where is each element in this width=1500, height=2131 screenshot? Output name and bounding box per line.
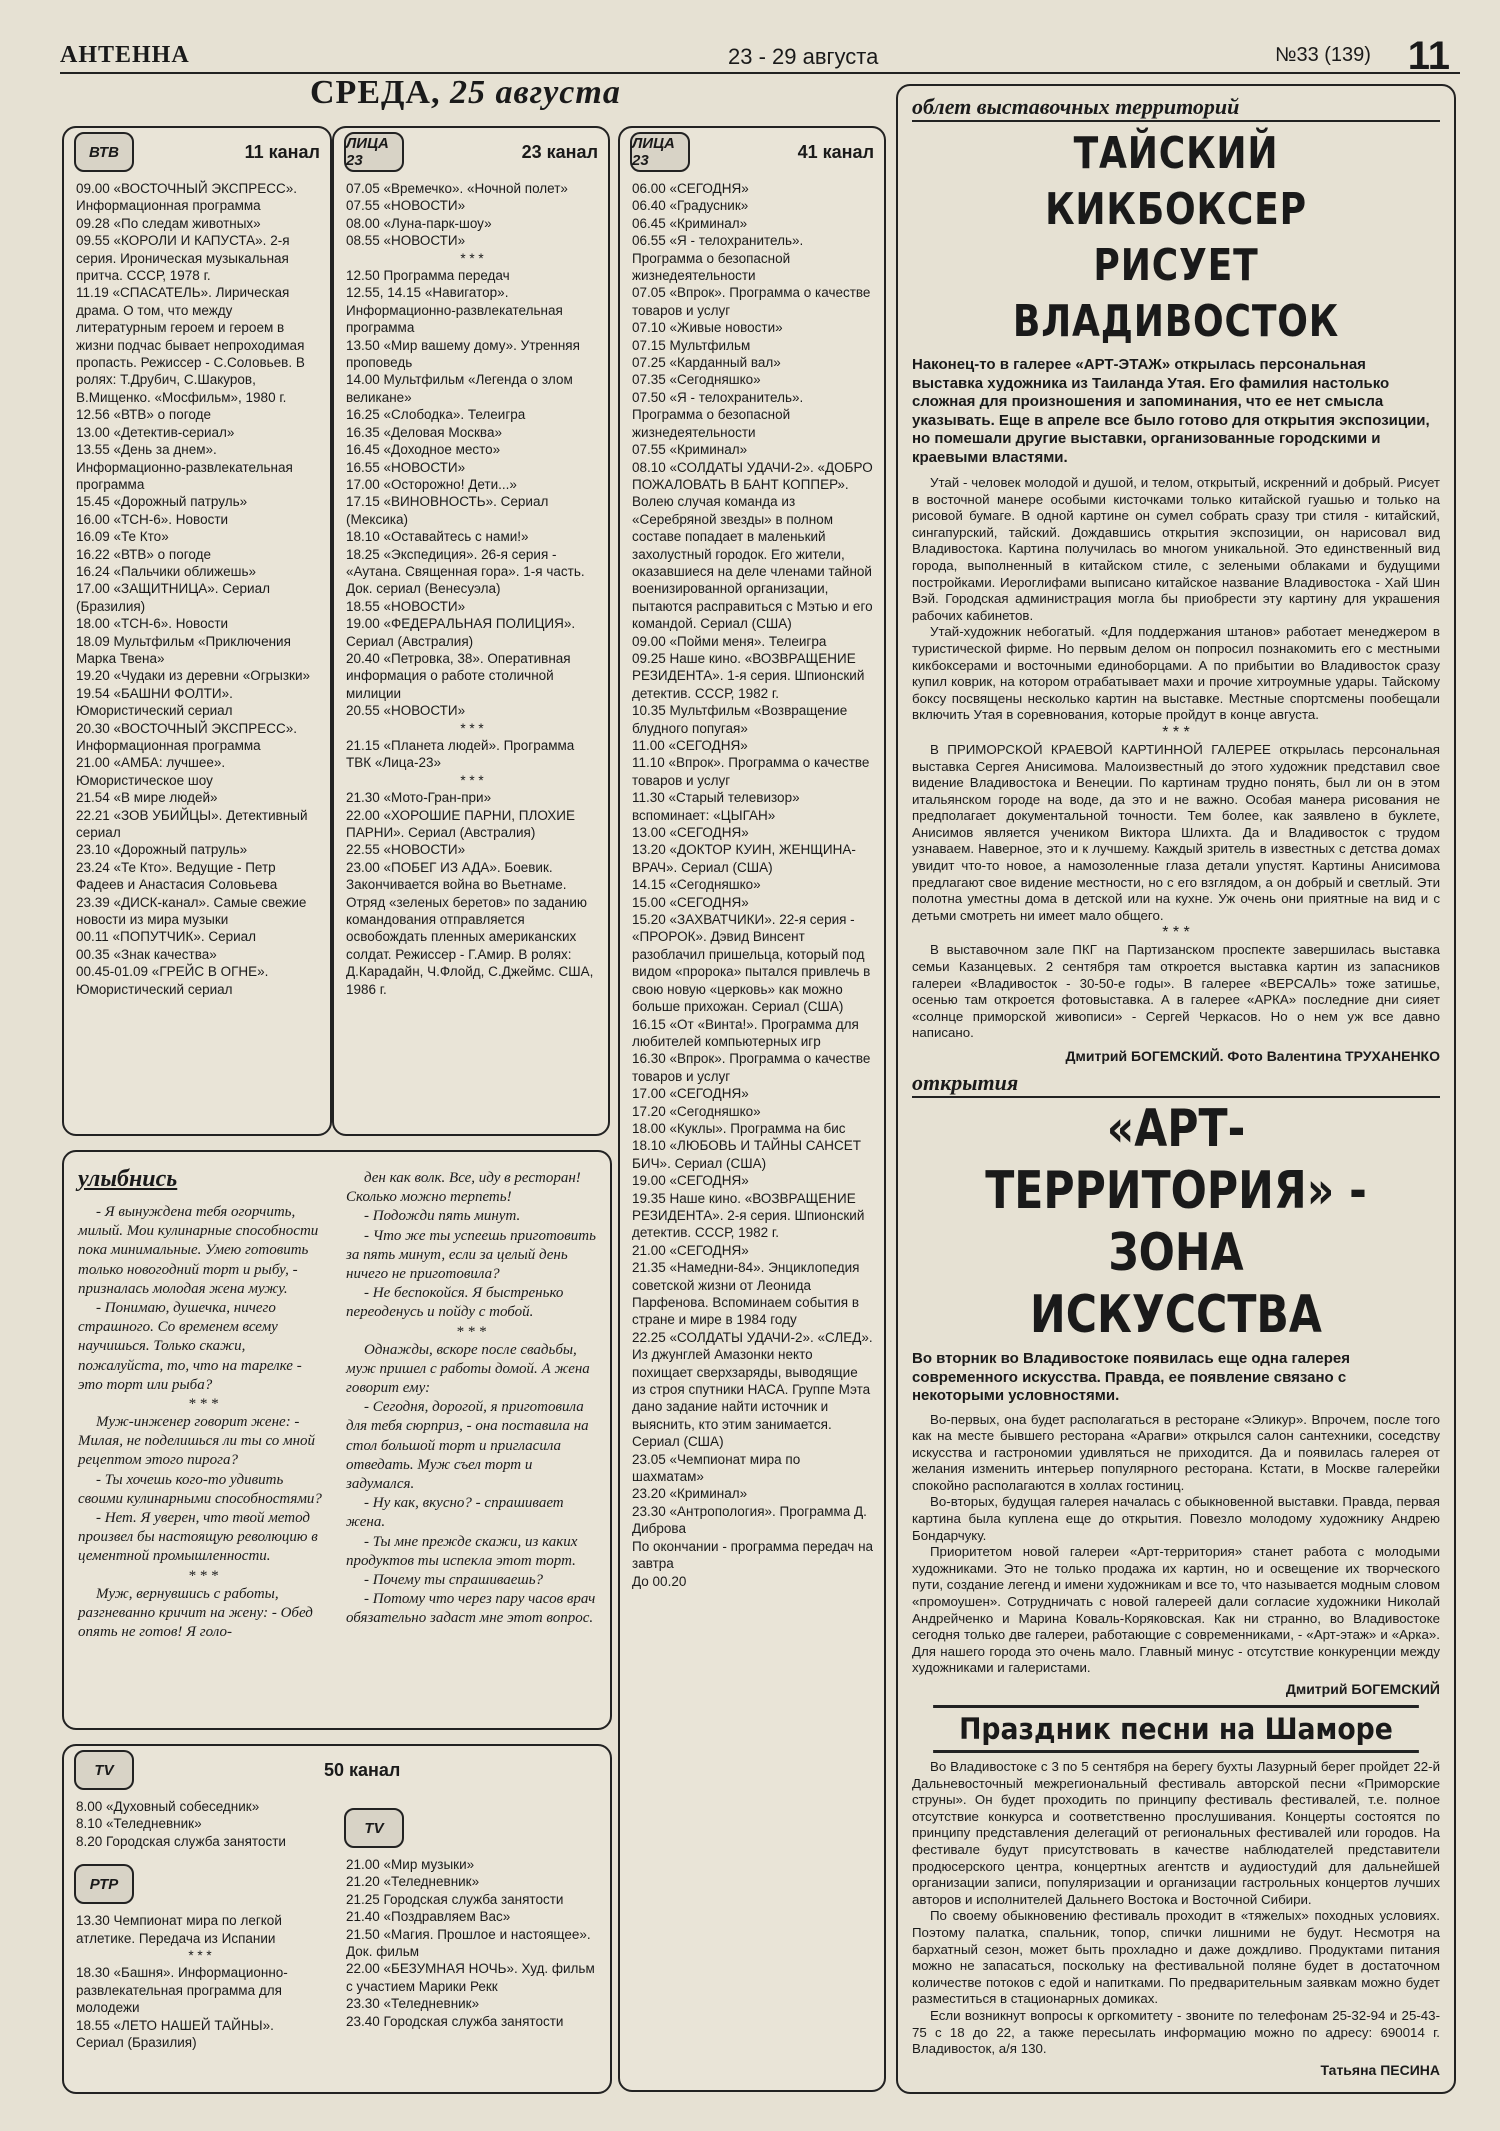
program-item: 23.30 «Антропология». Программа Д. Диброва [632, 1503, 867, 1537]
program-item: 18.09 Мультфильм «Приключения Марка Твена» [76, 633, 291, 666]
paragraph: По своему обыкновению фестиваль проходит в «тяжелых» походных условиях. Поэтому палатка, спальник, топор, спички лишними не будут. Несмотря на бархатный сезон, может быть прохладно и даже дождливо. Продуктами питания можно не запасаться, поскольку на фестивальной поляне будет в достаточном количестве потоков с едой и напитками. По предварительным заявкам можно будет разместиться в стационарных домиках. [912, 1908, 1440, 2007]
paragraph: * * * [1162, 723, 1190, 741]
page-number: 11 [1407, 34, 1450, 78]
masthead [60, 34, 1460, 78]
program-item: 21.00 «СЕГОДНЯ» [632, 1242, 749, 1258]
program-item: 00.35 «Знак качества» [76, 946, 217, 962]
program-item: 00.11 «ПОПУТЧИК». Сериал [76, 929, 257, 945]
program-item: 12.55, 14.15 «Навигатор». Информационно-развлекательная программа [346, 285, 563, 336]
paragraph: Муж, вернувшись с работы, разгневанно кричит на жену: - Обед опять не готов! Я голо- [78, 1585, 313, 1641]
program-item: 23.40 Городская служба занятости [346, 2013, 564, 2029]
channel-logo-icon: ЛИЦА 23 [344, 132, 404, 172]
program-item: До 00.20 [632, 1573, 687, 1589]
paragraph: * * * [188, 1567, 218, 1584]
paragraph: - Не беспокойся. Я быстренько переоденусь и пойду с тобой. [346, 1285, 564, 1321]
channel-logo-icon: TV [74, 1750, 134, 1790]
paragraph: Утай - человек молодой и душой, и телом, открытый, искренний и добрый. Рисует в восточной манере особыми кисточками только китайской гуашью и только на рисовой бумаге. В одной картине он сумел собрать сразу три стиля - китайский, сингапурский, тайский. Дождавшись открытия экспозиции, он нарисовал вид Владивостока. Картина получилась во многом уникальной. Это единственный вид города, выполненный в китайском стиле, с зелеными облаками и будущими постройками. Иероглифами выписано китайское название Владивостока - Хай Шин Вэй. Городская администрация могла бы приобрести эту картину для украшения рабочих кабинетов. [912, 475, 1440, 623]
program-item: 21.20 «Теледневник» [346, 1874, 480, 1890]
program-item: 06.40 «Градусник» [632, 198, 749, 214]
program-item: 20.40 «Петровка, 38». Оперативная информация о работе столичной милиции [346, 650, 571, 701]
program-item: 19.54 «БАШНИ ФОЛТИ». Юмористический сериал [76, 685, 233, 719]
byline: Дмитрий БОГЕМСКИЙ [1285, 1681, 1440, 1697]
paragraph: * * * [188, 1396, 218, 1413]
program-item: 21.54 «В мире людей» [76, 790, 218, 806]
paragraph: Приоритетом новой галереи «Арт-территория» станет работа с молодыми художниками. Это не только продажа их картин, но и освещение их творческого пути, создание легенд и имени художникам и все то, что называется модным словом «промоушен». Сотрудничать с новой галереей дали согласие художники Николай Андрейченко и Марина Коваль-Коряковская. Как ни странно, во Владивостоке сегодня только две галереи, работающие с современниками, - «Арт-этаж» и «Арка». Для нашего города это очень мало. Главный минус - отсутствие конкуренции между художниками и галеристами. [912, 1544, 1440, 1676]
program-item: 13.50 «Мир вашему дому». Утренняя проповедь [346, 337, 580, 371]
channel-header [334, 128, 608, 176]
program-item: 8.10 «Теледневник» [76, 1816, 202, 1832]
paragraph: - Ну как, вкусно? - спрашивает жена. [346, 1495, 564, 1531]
program-item: 07.50 «Я - телохранитель». Программа о безопасной жизнедеятельности [632, 389, 804, 440]
paragraph: - Ты мне прежде скажи, из каких продуктов ты испекла этот торт. [346, 1533, 578, 1569]
channel-logo-icon: TV [344, 1808, 404, 1848]
program-item: 06.45 «Криминал» [632, 215, 748, 231]
program-item: 18.25 «Экспедиция». 26-я серия - «Аутана. Священная гора». 1-я часть. Док. сериал (Венесуэла) [346, 546, 585, 597]
program-list [64, 176, 330, 998]
program-item: * * * [460, 772, 484, 788]
program-list [334, 1852, 610, 2030]
program-item: 19.20 «Чудаки из деревни «Огрызки» [76, 668, 311, 684]
paragraph: - Что же ты успеешь приготовить за пять минут, если за целый день ничего не приготовила? [346, 1227, 596, 1283]
lead-thai-kickboxer: Наконец-то в галерее «АРТ-ЭТАЖ» открылась персональная выставка художника из Таиланда Утая. Его фамилия настолько сложная для произношения и запоминания, что ее нет смысла указывать. Еще в апреле все было готово для открытия экспозиции, но помешали другие выставки, организованные городскими и краевыми властями. [912, 356, 1430, 466]
program-item: 00.45-01.09 «ГРЕЙС В ОГНЕ». Юмористический сериал [76, 964, 269, 997]
rubric-exhibitions: облет выставочных территорий [912, 94, 1440, 122]
channel-header-2 [334, 1804, 610, 1852]
channel-23-box [332, 126, 610, 1136]
issue-dates: 23 - 29 августа [728, 44, 879, 69]
program-item: 16.30 «Впрок». Программа о качестве товаров и услуг [632, 1051, 871, 1084]
program-item: 18.30 «Башня». Информационно-развлекательная программа для молодежи [76, 1965, 288, 2016]
body-song-festival [912, 1759, 1440, 2058]
program-item: 09.25 Наше кино. «ВОЗВРАЩЕНИЕ РЕЗИДЕНТА». 1-я серия. Шпионский детектив. СССР, 1982 г. [632, 650, 865, 701]
byline: Дмитрий БОГЕМСКИЙ. Фото Валентина ТРУХАНЕНКО [1065, 1048, 1440, 1064]
program-item: 13.20 «ДОКТОР КУИН, ЖЕНЩИНА-ВРАЧ». Сериал (США) [632, 842, 856, 875]
program-item: 11.00 «СЕГОДНЯ» [632, 738, 748, 753]
program-item: 21.15 «Планета людей». Программа ТВК «Лица-23» [346, 738, 575, 771]
program-item: 21.35 «Намедни-84». Энциклопедия советской жизни от Леонида Парфенова. Вспоминаем события в стране и мире в 1984 году [632, 1260, 860, 1328]
articles-column [896, 84, 1456, 2094]
program-item: 21.25 Городская служба занятости [346, 1891, 564, 1907]
program-item: 16.24 «Пальчики оближешь» [76, 563, 256, 579]
program-item: 11.10 «Впрок». Программа о качестве товаров и услуг [632, 755, 870, 788]
program-item: 07.25 «Карданный вал» [632, 355, 781, 371]
channel-50-right [324, 1746, 610, 2051]
program-item: 22.55 «НОВОСТИ» [346, 842, 466, 858]
program-item: 09.00 «Пойми меня». Телеигра [632, 633, 827, 649]
program-item: * * * [188, 1948, 212, 1964]
program-item: 19.00 «ФЕДЕРАЛЬНАЯ ПОЛИЦИЯ». Сериал (Австралия) [346, 616, 576, 649]
program-item: 15.20 «ЗАХВАТЧИКИ». 22-я серия - «ПРОРОК». Дэвид Винсент разоблачил пришельца, который под видом «пророка» пытался привлечь в свою новую «церковь» как можно больше прихожан. Сериал (США) [632, 912, 871, 1015]
program-item: 21.00 «Мир музыки» [346, 1857, 475, 1872]
program-item: 18.10 «Оставайтесь с нами!» [346, 529, 529, 545]
program-item: * * * [460, 720, 484, 736]
program-list [64, 1794, 334, 1850]
program-item: 12.56 «ВТВ» о погоде [76, 407, 211, 423]
program-item: 19.35 Наше кино. «ВОЗВРАЩЕНИЕ РЕЗИДЕНТА». 2-я серия. Шпионский детектив. СССР, 1982 г. [632, 1190, 865, 1241]
program-item: 10.35 Мультфильм «Возвращение блудного попугая» [632, 703, 848, 736]
headline-song-festival: Праздник песни на Шаморе [933, 1705, 1419, 1753]
program-item: 06.55 «Я - телохранитель». Программа о безопасной жизнедеятельности [632, 233, 804, 284]
paragraph: - Нет. Я уверен, что твой метод произвел бы настоящую революцию в цементной промышленности. [78, 1510, 318, 1565]
channel-header [64, 128, 330, 176]
program-item: 16.15 «От «Винта!». Программа для любителей компьютерных игр [632, 1016, 859, 1049]
program-item: 08.55 «НОВОСТИ» [346, 233, 466, 249]
program-item: 11.30 «Старый телевизор» вспоминает: «ЦЫГАН» [632, 790, 800, 823]
program-item: 08.10 «СОЛДАТЫ УДАЧИ-2». «ДОБРО ПОЖАЛОВАТЬ В БАНТ КОППЕР». Волею случая команда из «Серебряной звезды» в полном составе попадает в маленький захолустный городок. Его жители, оказавшиеся на деле членами тайной военизированной организации, пытаются расправиться с Мэтью и его командой. Сериал (США) [632, 459, 873, 632]
paragraph: В выставочном зале ПКГ на Партизанском проспекте завершилась выставка семьи Казанцевых. 2 сентября там откроется выставка картин из запасников галереи «Владивосток - 30-50-е годы». В галерее «ВЕРСАЛЬ» тоже затишье, осенью там откроется фотовыставка. А в галерее «АРКА» последние дни сияет «солнце приморской живописи» - Сергей Черкасов. Но о нем уж все давно написано. [912, 942, 1440, 1041]
program-item: 22.25 «СОЛДАТЫ УДАЧИ-2». «СЛЕД». Из джунглей Амазонки некто похищает сверхзаряды, выводящие из строя спутники НАСА. Группе Мэта дано задание найти источник и выяснить, кто этим занимается. Сериал (США) [632, 1329, 873, 1450]
program-item: 22.00 «ХОРОШИЕ ПАРНИ, ПЛОХИЕ ПАРНИ». Сериал (Австралия) [346, 807, 575, 841]
program-item: 16.09 «Те Кто» [76, 529, 169, 545]
paragraph: - Подожди пять минут. [364, 1208, 521, 1225]
program-item: 21.50 «Магия. Прошлое и настоящее». Док. фильм [346, 1926, 591, 1960]
program-item: 11.19 «СПАСАТЕЛЬ». Лирическая драма. О том, что между литературным героем и героем в жизни подчас бывает непроходимая пропасть. Режиссер - С.Соловьев. В ролях: Т.Друбич, С.Шакуров, В.Мищенко. «Мосфильм», 1980 г. [76, 285, 305, 405]
paragraph: В ПРИМОРСКОЙ КРАЕВОЙ КАРТИННОЙ ГАЛЕРЕЕ открылась персональная выставка Сергея Анисимова. Малоизвестный до этого художник представил свое видение Владивостока и Венеции. По картинам трудно понять, был ли он в этом итальянском городе на воде, да это и не важно. Особая манера рисования не предполагает документальной точности. Тем более, как заявлено в буклете, Анисимов является учеником Виктора Шлихта. Да и Владивосток с трудом узнаваем. Наверное, это и к лучшему. Каждый зритель в известных с детства домах увидит что-то новое, а намозоленные глаза детали упустят. Картины Анисимова предлагают свое видение местности, но с его взглядом, а он добрый и светлый. Эти полотна уместны дома в детской или на кухне. Уж очень они приятные на вид и с детьми смотреть ни имеет мало общего. [912, 741, 1440, 923]
program-item: 17.20 «Сегодняшко» [632, 1103, 761, 1119]
paragraph: Если возникнут вопросы к оргкомитету - звоните по телефонам 25-32-94 и 25-43-75 с 18 до 22, а также пересылать информацию можно по адресу: 690014 г. Владивосток, а/я 130. [912, 2007, 1440, 2057]
channel-name: 23 канал [521, 141, 598, 162]
program-item: 17.00 «ЗАЩИТНИЦА». Сериал (Бразилия) [76, 581, 270, 614]
program-item: 17.00 «СЕГОДНЯ» [632, 1086, 749, 1102]
program-list [620, 176, 884, 1590]
program-item: 06.00 «СЕГОДНЯ» [632, 181, 749, 196]
program-item: 07.15 Мультфильм [632, 337, 751, 353]
program-item: 18.00 «ТСН-6». Новости [76, 616, 229, 632]
channel-name: 11 канал [244, 141, 320, 162]
program-item: 23.24 «Те Кто». Ведущие - Петр Фадеев и Анастасия Соловьева [76, 859, 278, 893]
program-item: 14.00 Мультфильм «Легенда о злом великане» [346, 372, 573, 405]
program-item: 16.55 «НОВОСТИ» [346, 459, 466, 475]
channel-11-box [62, 126, 332, 1136]
paragraph: - Почему ты спрашиваешь? [364, 1572, 544, 1589]
channel-header [620, 128, 884, 176]
program-item: 09.55 «КОРОЛИ И КАПУСТА». 2-я серия. Ироническая музыкальная притча. СССР, 1978 г. [76, 233, 290, 284]
program-list [334, 176, 608, 998]
program-item: 23.20 «Криминал» [632, 1486, 748, 1502]
issue-number: №33 (139) [1275, 44, 1371, 66]
program-item: 8.20 Городская служба занятости [76, 1833, 286, 1849]
program-item: 07.55 «Криминал» [632, 442, 748, 458]
day-title [310, 74, 621, 112]
paragraph: - Понимаю, душечка, ничего страшного. Со временем всему научишься. Только скажи, пожалуйста, то, что на тарелке - это торт или рыба? [78, 1300, 302, 1393]
rtr-logo-icon: РТР [74, 1864, 134, 1904]
program-item: 19.00 «СЕГОДНЯ» [632, 1173, 749, 1189]
day-date: 25 августа [449, 74, 621, 111]
channel-41-box [618, 126, 886, 2092]
channel-logo-icon: ВТВ [74, 132, 134, 172]
program-item: 16.35 «Деловая Москва» [346, 424, 502, 440]
paragraph: Во-первых, она будет располагаться в ресторане «Эликур». Впрочем, после того как на месте бывшего ресторана «Арагви» открылся салон сантехники, соседству искусства и гастрономии удивляться не приходится. Да и появилась галерея от желания изменить интерьер популярного ресторана. Кстати, в Москве галерейки спокойно располагаются в холлах гостиниц. [912, 1411, 1440, 1493]
program-item: По окончании - программа передач на завтра [632, 1538, 874, 1572]
program-item: 20.30 «ВОСТОЧНЫЙ ЭКСПРЕСС». Информационная программа [76, 720, 298, 753]
program-item: 21.40 «Поздравляем Вас» [346, 1909, 511, 1925]
program-item: 18.55 «ЛЕТО НАШЕЙ ТАЙНЫ». Сериал (Бразилия) [76, 2017, 274, 2051]
paragraph: Утай-художник небогатый. «Для поддержания штанов» работает менеджером в туристической фирме. Но первым делом он попросил познакомить его с местными кикбоксерами и восточными единоборцами. А по прибытии во Владивосток сразу купил коврик, на котором отрабатывает махи и прочие хитроумные удары. Тайскому боксу посвящены несколько картин на выставке. Местные спортсмены пообещали включить Утая в соревнования, которые пройдут в конце августа. [912, 624, 1440, 723]
program-item: 20.55 «НОВОСТИ» [346, 703, 466, 719]
program-item: * * * [460, 250, 484, 266]
program-item: 21.00 «АМБА: лучшее». Юмористическое шоу [76, 755, 226, 788]
paragraph: Во Владивостоке с 3 по 5 сентября на берегу бухты Лазурный берег пройдет 22-й Дальневосточный межрегиональный фестиваль авторской песни «Приморские струны». Он будет проходить по принципу фестиваль фестивалей, т.е. полное отсутствие конкурса и соответственно прослушивания. Концерты состоятся по принципу представления делегаций от региональных фестивалей или городов. На фестивале будут присутствовать в качестве наблюдателей представители продюсерского центра, концертных агентств и аудиостудий для дальнейшей организации записи, популяризации и организации гастрольных концертов лучших авторов и исполнителей Дальнего Востока и Восточной Сибири. [912, 1759, 1440, 1907]
humor-column-left [78, 1203, 328, 1642]
program-item: 18.00 «Куклы». Программа на бис [632, 1120, 846, 1136]
program-item: 8.00 «Духовный собеседник» [76, 1799, 260, 1814]
program-item: 15.00 «СЕГОДНЯ» [632, 894, 749, 910]
program-item: 18.10 «ЛЮБОВЬ И ТАЙНЫ САНСЕТ БИЧ». Сериал (США) [632, 1138, 861, 1171]
body-thai-kickboxer [912, 475, 1440, 1042]
paragraph: Во-вторых, будущая галерея началась с обыкновенной выставки. Правда, первая картина была куплена еще до открытия. Повезло молодому художнику Андрею Бондарчуку. [912, 1494, 1440, 1543]
program-item: 07.05 «Впрок». Программа о качестве товаров и услуг [632, 285, 871, 318]
day-name: СРЕДА, [310, 74, 441, 111]
program-item: 14.15 «Сегодняшко» [632, 877, 761, 893]
lead-art-territory: Во вторник во Владивостоке появилась еще одна галерея современного искусства. Правда, ее появление связано с некоторыми условностями. [912, 1350, 1350, 1404]
channel-header [64, 1746, 334, 1794]
program-item: 17.00 «Осторожно! Дети...» [346, 476, 517, 492]
paragraph: ден как волк. Все, иду в ресторан! Сколько можно терпеть! [346, 1170, 581, 1206]
program-item: 16.00 «ТСН-6». Новости [76, 511, 229, 527]
program-item: 23.10 «Дорожный патруль» [76, 842, 248, 858]
program-item: 17.15 «ВИНОВНОСТЬ». Сериал (Мексика) [346, 494, 549, 527]
paragraph: - Сегодня, дорогой, я приготовила для тебя сюрприз, - она поставила на стол большой торт и пригласила отведать. Муж съел торт и задумался. [346, 1399, 589, 1493]
byline: Татьяна ПЕСИНА [1320, 2061, 1440, 2078]
paragraph: * * * [456, 1323, 486, 1340]
program-item: 09.00 «ВОСТОЧНЫЙ ЭКСПРЕСС». Информационная программа [76, 181, 298, 214]
humor-column-right [346, 1169, 596, 1642]
channel-50-box [62, 1744, 612, 2094]
program-item: 22.21 «ЗОВ УБИЙЦЫ». Детективный сериал [76, 807, 308, 841]
program-item: 23.30 «Теледневник» [346, 1996, 480, 2012]
program-item: 21.30 «Мото-Гран-при» [346, 790, 492, 806]
channel-header [324, 1746, 610, 1794]
paragraph: - Потому что через пару часов врач обязательно задаст мне этот вопрос. [346, 1591, 596, 1627]
body-art-territory [912, 1412, 1440, 1678]
program-item: 16.25 «Слободка». Телеигра [346, 407, 526, 423]
program-item: 07.10 «Живые новости» [632, 320, 783, 336]
paragraph: Однажды, вскоре после свадьбы, муж пришел с работы домой. А жена говорит ему: [346, 1341, 590, 1397]
headline-art-territory: «АРТ-ТЕРРИТОРИЯ» - ЗОНА ИСКУССТВА [985, 1099, 1367, 1345]
program-item: 23.05 «Чемпионат мира по шахматам» [632, 1451, 801, 1485]
program-item: 13.30 Чемпионат мира по легкой атлетике. Передача из Испании [76, 1913, 282, 1946]
program-item: 07.55 «НОВОСТИ» [346, 198, 466, 214]
channel-name: 50 канал [324, 1759, 401, 1780]
program-item: 09.28 «По следам животных» [76, 215, 261, 231]
paragraph: * * * [1162, 924, 1190, 942]
paragraph: - Я вынуждена тебя огорчить, милый. Мои кулинарные способности пока минимальные. Умею готовить только новогодний торт и рыбу, - призналась молодая жена мужу. [78, 1204, 319, 1297]
program-item: 22.00 «БЕЗУМНАЯ НОЧЬ». Худ. фильм с участием Марики Рекк [346, 1961, 595, 1994]
paragraph: - Ты хочешь кого-то удивить своими кулинарными способностями? [78, 1471, 322, 1507]
headline-thai-kickboxer: ТАЙСКИЙ КИКБОКСЕР РИСУЕТ ВЛАДИВОСТОК [1012, 128, 1340, 347]
rtr-header [64, 1860, 334, 1908]
program-item: 07.35 «Сегодняшко» [632, 372, 761, 388]
program-item: 16.45 «Доходное место» [346, 442, 501, 458]
channel-name: 41 канал [797, 141, 874, 162]
program-item: 23.39 «ДИСК-канал». Самые свежие новости из мира музыки [76, 894, 307, 928]
program-item: 18.55 «НОВОСТИ» [346, 598, 466, 614]
program-item: 13.00 «Детектив-сериал» [76, 424, 235, 440]
program-item: 23.00 «ПОБЕГ ИЗ АДА». Боевик. Закончивается война во Вьетнаме. Отряд «зеленых беретов» по заданию командования отправляется освобождать пленных американских солдат. Режиссер - Г.Амир. В ролях: Д.Карадайн, Ч.Флойд, С.Джеймс. США, 1986 г. [346, 859, 594, 997]
humor-box [62, 1150, 612, 1730]
paragraph: Муж-инженер говорит жене: - Милая, не поделишься ли ты со мной рецептом этого пирога? [78, 1414, 316, 1469]
program-item: 13.00 «СЕГОДНЯ» [632, 825, 749, 841]
newspaper-logo: АНТЕННА [60, 42, 190, 68]
channel-logo-icon: ЛИЦА 23 [630, 132, 690, 172]
program-item: 16.22 «ВТВ» о погоде [76, 546, 211, 562]
program-item: 12.50 Программа передач [346, 268, 510, 284]
program-item: 08.00 «Луна-парк-шоу» [346, 215, 492, 231]
rubric-openings: открытия [912, 1070, 1440, 1098]
program-item: 13.55 «День за днем». Информационно-развлекательная программа [76, 442, 293, 492]
program-item: 07.05 «Времечко». «Ночной полет» [346, 181, 568, 196]
channel-50-left [64, 1746, 334, 2051]
humor-title: улыбнись [78, 1166, 178, 1192]
program-item: 15.45 «Дорожный патруль» [76, 494, 248, 510]
program-list [64, 1908, 334, 2051]
